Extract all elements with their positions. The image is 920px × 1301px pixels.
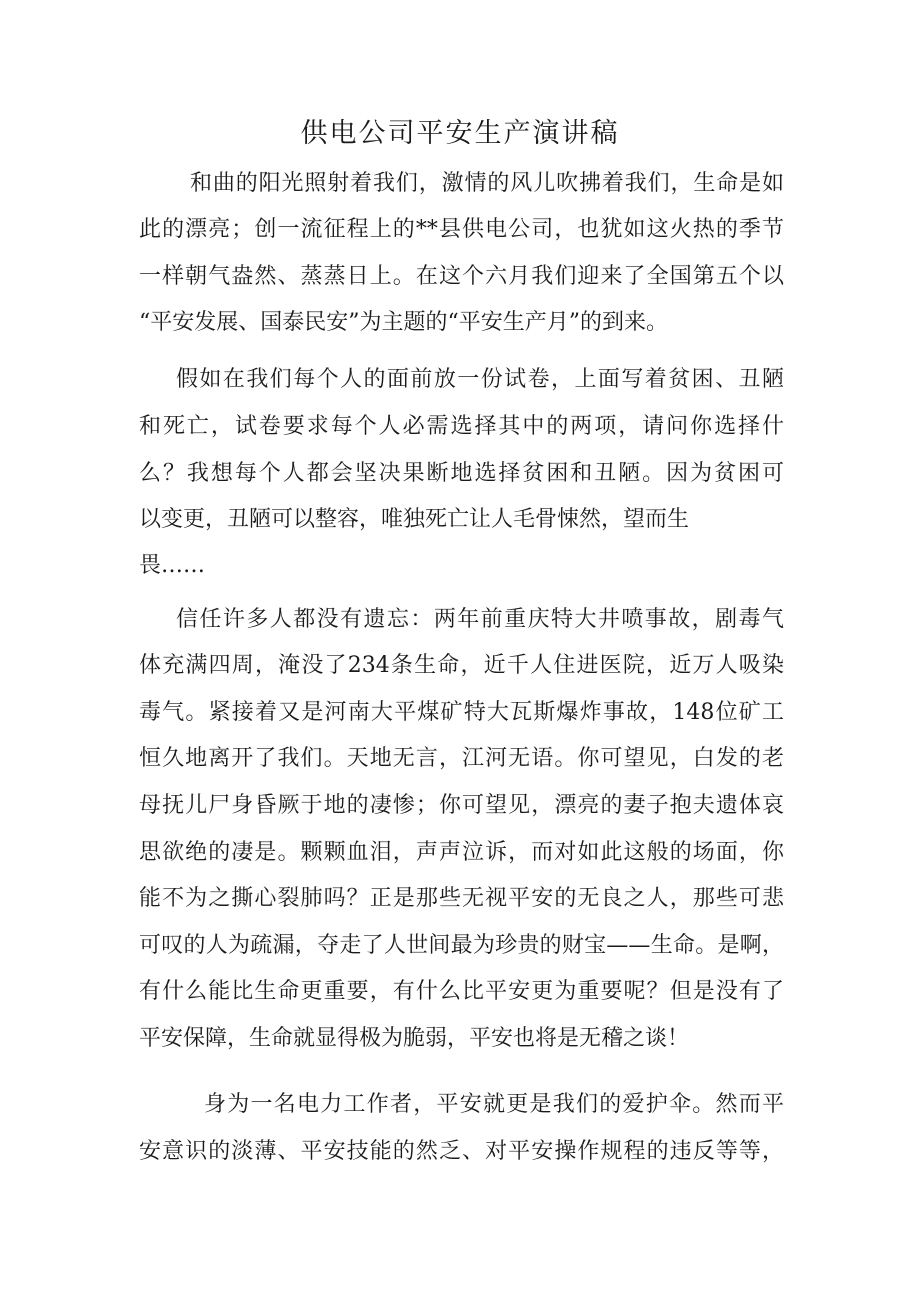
paragraph-3-line-5: 母抚儿尸身昏厥于地的凄惨；你可望见，漂亮的妻子抱夫遗体哀	[139, 793, 784, 818]
paragraph-3-line-8: 可叹的人为疏漏，夺走了人世间最为珍贵的财宝——生命。是啊，	[139, 933, 784, 958]
paragraph-2-line-3: 么？我想每个人都会坚决果断地选择贫困和丑陋。因为贫困可	[139, 461, 784, 486]
paragraph-2-line-1: 假如在我们每个人的面前放一份试卷，上面写着贫困、丑陋	[176, 367, 784, 392]
paragraph-1-line-1: 和曲的阳光照射着我们，激情的风儿吹拂着我们，生命是如	[190, 171, 784, 196]
paragraph-1-line-2: 此的漂亮；创一流征程上的**县供电公司，也犹如这火热的季节	[139, 217, 784, 242]
paragraph-1-line-4: “平安发展、国泰民安”为主题的“平安生产月”的到来。	[139, 310, 668, 335]
paragraph-3-line-9: 有什么能比生命更重要，有什么比平安更为重要呢？但是没有了	[139, 979, 784, 1004]
paragraph-2-line-2: 和死亡，试卷要求每个人必需选择其中的两项，请问你选择什	[139, 414, 784, 439]
paragraph-3-line-10: 平安保障，生命就显得极为脆弱，平安也将是无稽之谈！	[139, 1026, 690, 1051]
paragraph-2-line-5: 畏……	[139, 553, 206, 578]
paragraph-3-line-4: 恒久地离开了我们。天地无言，江河无语。你可望见，白发的老	[139, 746, 784, 771]
paragraph-3-line-7: 能不为之撕心裂肺吗？正是那些无视平安的无良之人，那些可悲	[139, 886, 784, 911]
paragraph-1-line-3: 一样朝气盎然、蒸蒸日上。在这个六月我们迎来了全国第五个以	[139, 264, 784, 289]
paragraph-2-line-4: 以变更，丑陋可以整容，唯独死亡让人毛骨悚然，望而生	[139, 507, 690, 532]
document-title: 供电公司平安生产演讲稿	[300, 118, 620, 149]
paragraph-3-line-3: 毒气。紧接着又是河南大平煤矿特大瓦斯爆炸事故，148位矿工	[139, 700, 784, 725]
paragraph-4-line-2: 安意识的淡薄、平安技能的然乏、对平安操作规程的违反等等，	[139, 1139, 784, 1164]
paragraph-4-line-1: 身为一名电力工作者，平安就更是我们的爱护伞。然而平	[204, 1092, 784, 1117]
paragraph-3-line-2: 体充满四周，淹没了234条生命，近千人住进医院，近万人吸染	[139, 653, 784, 678]
paragraph-3-line-1: 信任许多人都没有遗忘：两年前重庆特大井喷事故，剧毒气	[176, 607, 784, 632]
paragraph-3-line-6: 思欲绝的凄是。颗颗血泪，声声泣诉，而对如此这般的场面，你	[139, 840, 784, 865]
